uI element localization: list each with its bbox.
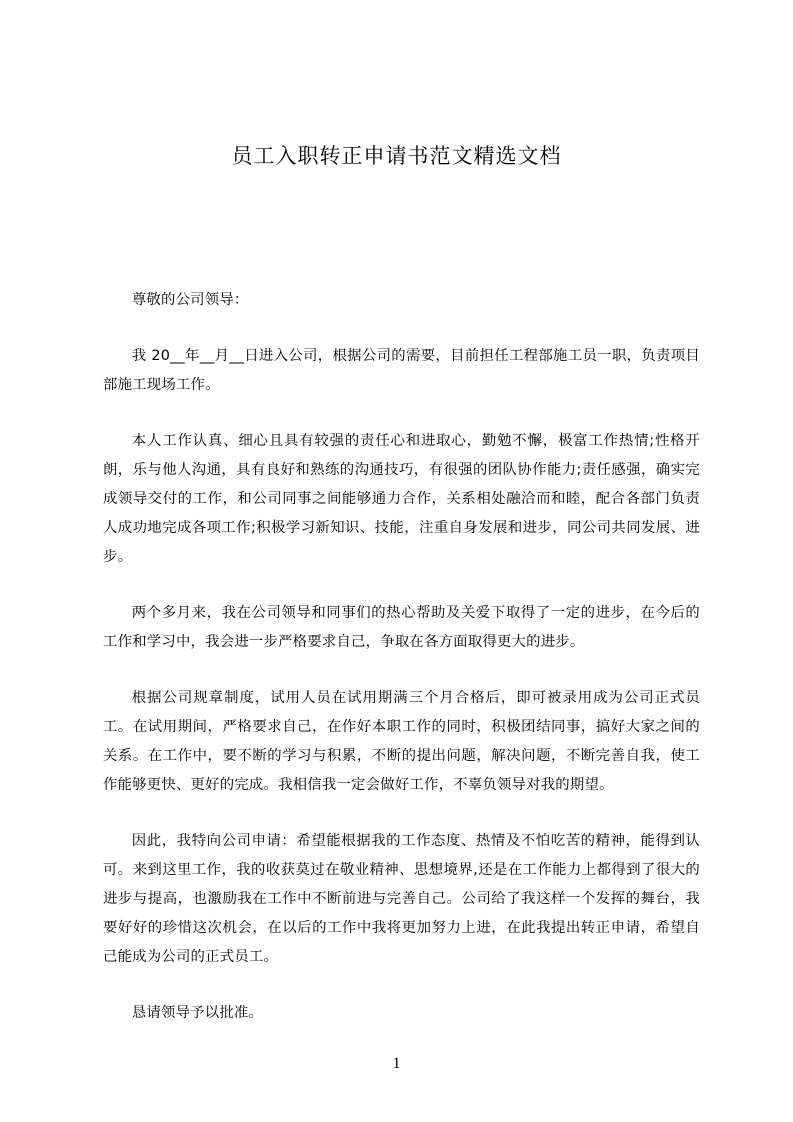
closing-request: 恳请领导予以批准。	[131, 1005, 264, 1021]
paragraph-personal-qualities: 本人工作认真、细心且具有较强的责任心和进取心，勤勉不懈，极富工作热情;性格开朗，乐与他人沟通，具有良好和熟练的沟通技巧，有很强的团队协作能力;责任感强，确实完成领导交付的工作，和公司同事之间能够通力合作，关系相处融洽而和睦，配合各部门负责人成功地完成各项工作;积极学习新知识、技能，注重自身发展和进步，同公司共同发展、进步。	[103, 433, 700, 565]
paragraph-progress: 两个多月来，我在公司领导和同事们的热心帮助及关爱下取得了一定的进步，在今后的工作和学习中，我会进一步严格要求自己，争取在各方面取得更大的进步。	[103, 605, 700, 650]
paragraph-entry-date: 我 20__年__月__日进入公司，根据公司的需要，目前担任工程部施工员一职，负责项目部施工现场工作。	[103, 348, 700, 393]
paragraph-probation-rules: 根据公司规章制度，试用人员在试用期满三个月合格后，即可被录用成为公司正式员工。在试用期间，严格要求自己，在作好本职工作的同时，积极团结同事，搞好大家之间的关系。在工作中，要不断的学习与积累，不断的提出问题，解决问题，不断完善自我，使工作能够更快、更好的完成。我相信我一定会做好工作，不辜负领导对我的期望。	[103, 690, 700, 793]
document-body	[103, 286, 700, 1028]
document-title: 员工入职转正申请书范文精选文档	[231, 144, 562, 168]
page-number: 1	[392, 1055, 401, 1072]
salutation: 尊敬的公司领导：	[131, 292, 249, 308]
paragraph-application: 因此，我特向公司申请：希望能根据我的工作态度、热情及不怕吃苦的精神，能得到认可。来到这里工作，我的收获莫过在敬业精神、思想境界,还是在工作能力上都得到了很大的进步与提高，也激励我在工作中不断前进与完善自己。公司给了我这样一个发挥的舞台，我要好好的珍惜这次机会，在以后的工作中我将更加努力上进，在此我提出转正申请，希望自己能成为公司的正式员工。	[103, 833, 700, 965]
